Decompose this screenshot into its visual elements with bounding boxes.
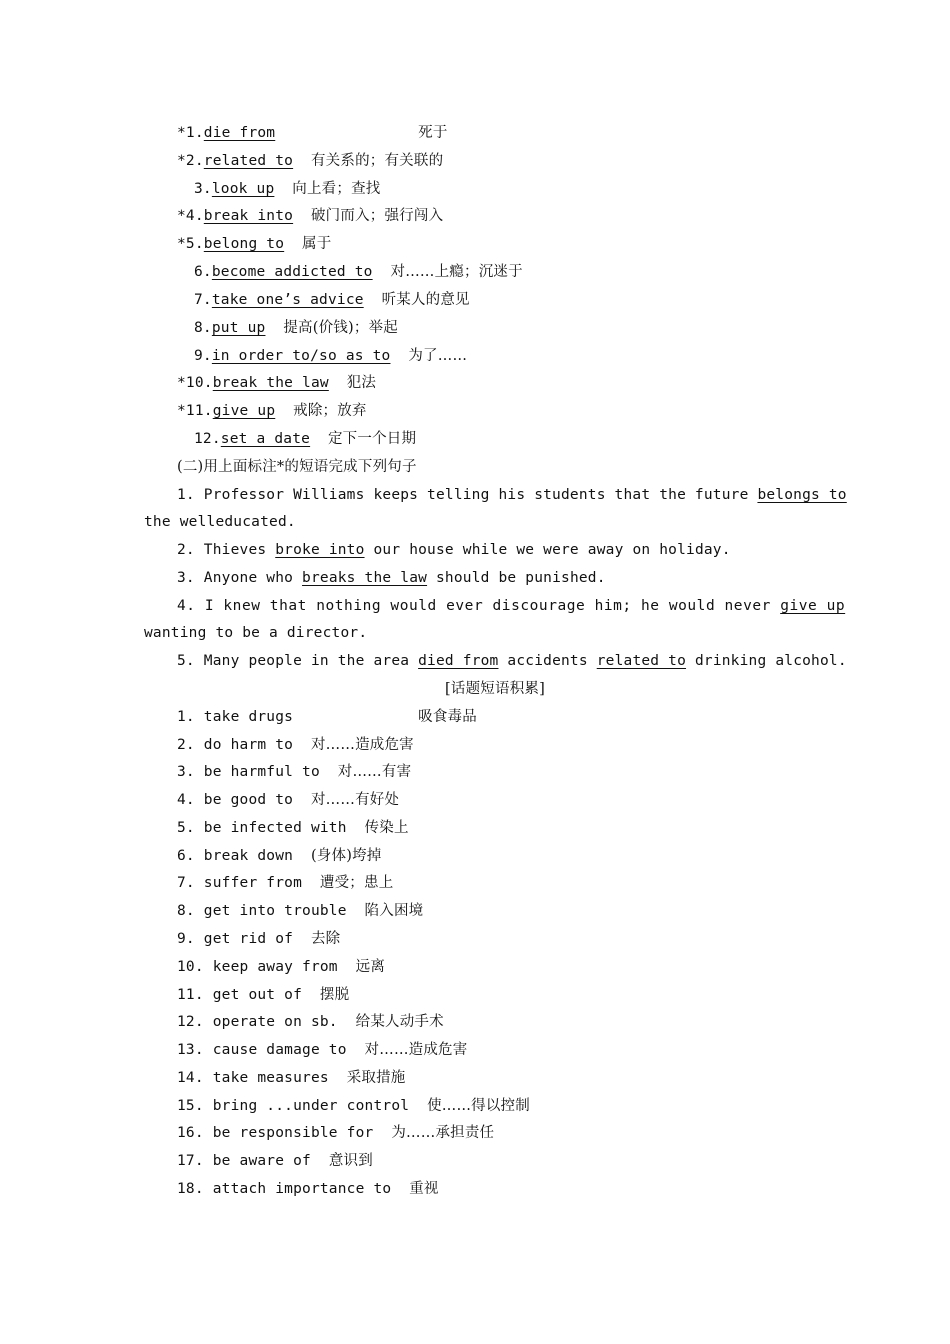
topic-phrase-17: 17. be aware of 意识到 [177,1153,373,1169]
phrase-meaning: 对……上瘾；沉迷于 [390,264,523,280]
topic-phrase-18: 18. attach importance to 重视 [177,1181,439,1197]
topic-phrase-8: 8. get into trouble 陷入困境 [177,903,424,919]
phrase-text: die from [203,125,276,141]
topic-phrase-7: 7. suffer from 遭受；患上 [177,875,394,891]
topic-phrase-4: 4. be good to 对……有好处 [177,792,400,808]
item-number: *2. [177,153,204,169]
phrase-text: set a date [220,431,311,447]
answer-blank: related to [596,653,687,669]
phrase-item-4 [177,206,443,226]
section-two-heading: (二)用上面标注*的短语完成下列句子 [177,459,417,475]
topic-phrase-2: 2. do harm to 对……造成危害 [177,737,414,753]
topic-phrase-6: 6. break down (身体)垮掉 [177,848,382,864]
sentence-3: 3. Anyone who breaks the law should be punished. [177,570,606,586]
sentence-1-line-2: the welleducated. [144,514,296,530]
item-number: 8. [194,320,212,336]
item-number: *10. [177,375,213,391]
phrase-meaning: 为了…… [408,348,468,364]
item-number: *11. [177,403,213,419]
item-number: 3. [194,181,212,197]
phrase-text: take one’s advice [211,292,364,308]
item-number: *1. [177,125,204,141]
phrase-text: related to [203,153,294,169]
sentence-1-line-1: 1. Professor Williams keeps telling his students that the future belongs to [177,487,847,503]
phrase-item-5 [177,234,331,254]
phrase-item-10 [177,373,376,393]
item-number: *5. [177,236,204,252]
phrase-item-1 [177,123,448,143]
phrase-text: put up [211,320,266,336]
topic-phrase-9: 9. get rid of 去除 [177,931,341,947]
topic-phrase-15: 15. bring ...under control 使……得以控制 [177,1098,530,1114]
topic-heading: [话题短语积累] [445,681,545,697]
phrase-item-9 [194,346,467,366]
phrase-meaning: 属于 [302,236,332,252]
item-number: 9. [194,348,212,364]
topic-phrase-12: 12. operate on sb. 给某人动手术 [177,1014,444,1030]
phrase-meaning: 戒除；放弃 [293,403,367,419]
topic-phrase-11: 11. get out of 摆脱 [177,987,350,1003]
sentence-4-line-2: wanting to be a director. [144,625,368,641]
phrase-meaning: 死于 [418,125,448,141]
phrase-text: give up [212,403,276,419]
phrase-item-11 [177,401,367,421]
item-number: 12. [194,431,221,447]
topic-phrase-1: 1. take drugs 吸食毒品 [177,709,477,725]
answer-blank: died from [418,653,499,669]
item-number: 6. [194,264,212,280]
phrase-meaning: 有关系的；有关联的 [310,153,444,169]
phrase-text: look up [211,181,275,197]
item-number: 7. [194,292,212,308]
phrase-meaning: 犯法 [346,375,377,391]
phrase-item-2 [177,151,443,171]
phrase-text: break the law [212,375,329,391]
item-number: *4. [177,208,204,224]
phrase-item-7 [194,290,470,310]
phrase-meaning: 向上看；查找 [292,181,381,197]
topic-phrase-10: 10. keep away from 远离 [177,959,386,975]
answer-blank: breaks the law [302,570,428,586]
phrase-meaning: 提高(价钱)；举起 [283,320,398,336]
topic-phrase-3: 3. be harmful to 对……有害 [177,764,412,780]
phrase-item-3 [194,179,380,199]
answer-blank: belongs to [757,487,847,503]
sentence-5: 5. Many people in the area died from accidents related to drinking alcohol. [177,653,847,669]
phrase-item-8 [194,318,398,338]
phrase-meaning: 破门而入；强行闯入 [310,208,444,224]
sentence-2: 2. Thieves broke into our house while we were away on holiday. [177,542,731,558]
phrase-item-6 [194,262,523,282]
topic-phrase-13: 13. cause damage to 对……造成危害 [177,1042,468,1058]
answer-blank: broke into [275,542,365,558]
phrase-item-12 [194,429,416,449]
phrase-text: belong to [203,236,285,252]
topic-phrase-16: 16. be responsible for 为……承担责任 [177,1125,495,1141]
answer-blank: give up [780,598,846,614]
phrase-text: in order to/so as to [211,348,391,364]
phrase-text: break into [203,208,294,224]
phrase-meaning: 听某人的意见 [381,292,470,308]
topic-phrase-14: 14. take measures 采取措施 [177,1070,406,1086]
topic-phrase-5: 5. be infected with 传染上 [177,820,409,836]
phrase-meaning: 定下一个日期 [327,431,417,447]
phrase-text: become addicted to [211,264,373,280]
sentence-4-line-1: 4. I knew that nothing would ever discourage him; he would never give up [177,598,846,614]
